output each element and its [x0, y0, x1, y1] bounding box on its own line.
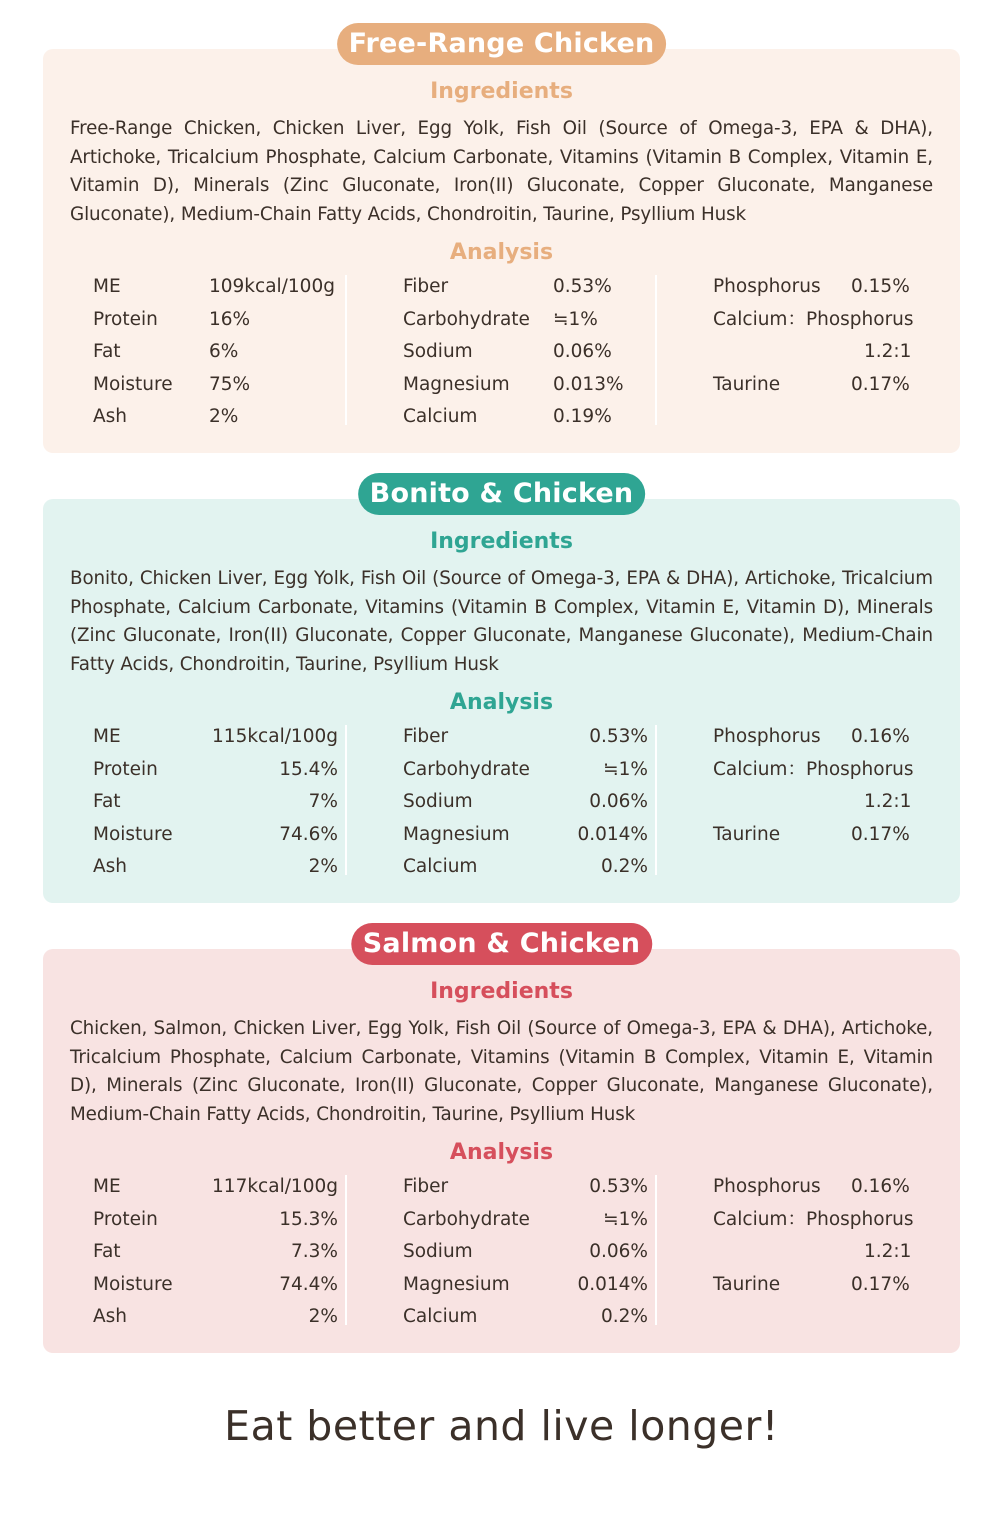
analysis-row-calcium	[403, 405, 653, 438]
analysis-row-magnesium	[403, 823, 653, 856]
ingredients-text: Bonito, Chicken Liver, Egg Yolk, Fish Oil (Source of Omega-3, EPA & DHA), Artichoke, Tricalcium Phosphate, Calcium Carbonate, Vitamins (Vitamin B Complex, Vitamin E, Vitamin D), Minerals (Zinc Gluconate, Iron(II) Gluconate, Copper Gluconate, Manganese Gluconate), Medium-Chain Fatty Acids, Chondroitin, Taurine, Psyllium Husk	[70, 568, 933, 676]
analysis-column-1	[93, 725, 343, 888]
analysis-heading: Analysis	[449, 1140, 554, 1165]
value: 0.15%	[851, 276, 910, 297]
analysis-row-me	[93, 275, 343, 308]
analysis-row-protein	[93, 308, 343, 341]
tagline: Eat better and live longer!	[224, 1402, 779, 1450]
analysis-column-2	[403, 725, 653, 888]
value: 7.3%	[291, 1241, 338, 1262]
label: Ash	[93, 856, 128, 877]
label: Calcium	[403, 1306, 478, 1327]
analysis-row-sodium	[403, 790, 653, 823]
card-salmon-chicken	[43, 928, 960, 1353]
ingredients-heading: Ingredients	[430, 979, 573, 1004]
analysis-row-fiber	[403, 275, 653, 308]
value: 15.4%	[279, 758, 338, 780]
column-divider	[655, 275, 657, 425]
card-title-pill: Free-Range Chicken	[337, 23, 667, 65]
value: 0.06%	[589, 1241, 648, 1262]
card-title-pill: Bonito & Chicken	[358, 473, 646, 515]
analysis-row-taurine	[713, 823, 953, 856]
label: Fat	[93, 341, 121, 362]
analysis-row-magnesium	[403, 373, 653, 406]
analysis-row-carbohydrate	[403, 308, 653, 341]
analysis-row-me	[93, 725, 343, 758]
label: Fat	[93, 1241, 121, 1262]
value: 0.17%	[851, 823, 910, 845]
value: 2%	[308, 856, 338, 877]
analysis-row-ca-p-ratio-label	[713, 758, 953, 791]
value: ≒1%	[603, 758, 648, 780]
value: 115kcal/100g	[212, 726, 338, 747]
analysis-row-carbohydrate	[403, 1208, 653, 1241]
analysis-column-3	[713, 275, 953, 405]
label: Fiber	[403, 1176, 449, 1197]
analysis-row-fat	[93, 1240, 343, 1273]
value: 0.53%	[589, 1176, 648, 1197]
analysis-row-fat	[93, 790, 343, 823]
analysis-row-sodium	[403, 340, 653, 373]
column-divider	[655, 1175, 657, 1325]
analysis-row-carbohydrate	[403, 758, 653, 791]
value: 74.6%	[279, 823, 338, 845]
label: Ash	[93, 1306, 128, 1327]
label: Ash	[93, 406, 128, 427]
label: Magnesium	[403, 373, 510, 395]
label: Moisture	[93, 1273, 173, 1295]
card-title-pill: Salmon & Chicken	[351, 923, 652, 965]
ingredients-text: Free-Range Chicken, Chicken Liver, Egg Yolk, Fish Oil (Source of Omega-3, EPA & DHA), Artichoke, Tricalcium Phosphate, Calcium Carbonate, Vitamins (Vitamin B Complex, Vitamin E, Vitamin D), Minerals (Zinc Gluconate, Iron(II) Gluconate, Copper Gluconate, Manganese Gluconate), Medium-Chain Fatty Acids, Chondroitin, Taurine, Psyllium Husk	[70, 118, 933, 226]
analysis-heading: Analysis	[449, 690, 554, 715]
value: 0.06%	[553, 341, 612, 362]
label: ME	[93, 726, 121, 747]
analysis-heading: Analysis	[449, 240, 554, 265]
label: Moisture	[93, 373, 173, 395]
value: 75%	[209, 373, 251, 395]
value: 0.2%	[601, 1306, 648, 1327]
ingredients-text: Chicken, Salmon, Chicken Liver, Egg Yolk, Fish Oil (Source of Omega-3, EPA & DHA), Artichoke, Tricalcium Phosphate, Calcium Carbonate, Vitamins (Vitamin B Complex, Vitamin E, Vitamin D), Minerals (Zinc Gluconate, Iron(II) Gluconate, Copper Gluconate, Manganese Gluconate), Medium-Chain Fatty Acids, Chondroitin, Taurine, Psyllium Husk	[70, 1018, 933, 1126]
value: 0.16%	[851, 1176, 910, 1197]
value: 0.17%	[851, 373, 910, 395]
value: 0.53%	[553, 276, 612, 297]
value: 7%	[308, 791, 338, 812]
label: Taurine	[713, 1273, 781, 1295]
label: Fiber	[403, 276, 449, 297]
label: Carbohydrate	[403, 308, 530, 330]
column-divider	[345, 275, 347, 425]
value: ≒1%	[553, 308, 598, 330]
analysis-row-moisture	[93, 373, 343, 406]
value: 2%	[209, 406, 239, 427]
analysis-row-magnesium	[403, 1273, 653, 1306]
value: 117kcal/100g	[212, 1176, 338, 1197]
value: 109kcal/100g	[209, 276, 335, 297]
value: 74.4%	[279, 1273, 338, 1295]
analysis-row-ca-p-ratio-value	[713, 1240, 953, 1273]
analysis-row-taurine	[713, 373, 953, 406]
value: ≒1%	[603, 1208, 648, 1230]
label: Protein	[93, 1208, 158, 1230]
analysis-row-ash	[93, 855, 343, 888]
analysis-column-2	[403, 1175, 653, 1338]
label: Calcium：Phosphorus	[713, 308, 914, 330]
ingredients-heading: Ingredients	[430, 79, 573, 104]
label: Moisture	[93, 823, 173, 845]
analysis-row-protein	[93, 1208, 343, 1241]
analysis-row-ca-p-ratio-value	[713, 340, 953, 373]
value: 6%	[209, 341, 239, 362]
column-divider	[655, 725, 657, 875]
label: Taurine	[713, 823, 781, 845]
label: Magnesium	[403, 1273, 510, 1295]
analysis-row-moisture	[93, 823, 343, 856]
column-divider	[345, 725, 347, 875]
analysis-row-ca-p-ratio-label	[713, 1208, 953, 1241]
label: Magnesium	[403, 823, 510, 845]
analysis-row-calcium	[403, 855, 653, 888]
value: 0.17%	[851, 1273, 910, 1295]
label: Calcium	[403, 856, 478, 877]
value: 0.014%	[577, 823, 648, 845]
label: Protein	[93, 308, 158, 330]
analysis-row-ash	[93, 1305, 343, 1338]
analysis-column-2	[403, 275, 653, 438]
label: Phosphorus	[713, 726, 821, 747]
value: 1.2:1	[864, 791, 912, 812]
value: 1.2:1	[864, 1241, 912, 1262]
label: ME	[93, 276, 121, 297]
value: 0.2%	[601, 856, 648, 877]
value: 0.014%	[577, 1273, 648, 1295]
value: 0.53%	[589, 726, 648, 747]
label: Phosphorus	[713, 1176, 821, 1197]
label: Calcium	[403, 406, 478, 427]
label: Fiber	[403, 726, 449, 747]
label: Taurine	[713, 373, 781, 395]
label: Sodium	[403, 341, 473, 362]
analysis-row-fiber	[403, 725, 653, 758]
analysis-row-protein	[93, 758, 343, 791]
card-free-range-chicken	[43, 28, 960, 453]
analysis-row-moisture	[93, 1273, 343, 1306]
label: ME	[93, 1176, 121, 1197]
analysis-column-1	[93, 275, 343, 438]
value: 1.2:1	[864, 341, 912, 362]
value: 0.06%	[589, 791, 648, 812]
analysis-row-ca-p-ratio-label	[713, 308, 953, 341]
analysis-row-phosphorus	[713, 725, 953, 758]
analysis-row-ca-p-ratio-value	[713, 790, 953, 823]
analysis-row-fiber	[403, 1175, 653, 1208]
analysis-column-3	[713, 1175, 953, 1305]
analysis-row-taurine	[713, 1273, 953, 1306]
label: Protein	[93, 758, 158, 780]
label: Fat	[93, 791, 121, 812]
value: 0.013%	[553, 373, 624, 395]
value: 16%	[209, 308, 251, 330]
analysis-row-calcium	[403, 1305, 653, 1338]
analysis-row-sodium	[403, 1240, 653, 1273]
analysis-row-ash	[93, 405, 343, 438]
analysis-column-3	[713, 725, 953, 855]
value: 2%	[308, 1306, 338, 1327]
label: Sodium	[403, 791, 473, 812]
label: Sodium	[403, 1241, 473, 1262]
label: Phosphorus	[713, 276, 821, 297]
analysis-column-1	[93, 1175, 343, 1338]
ingredients-heading: Ingredients	[430, 529, 573, 554]
card-bonito-chicken	[43, 478, 960, 903]
analysis-row-me	[93, 1175, 343, 1208]
label: Calcium：Phosphorus	[713, 1208, 914, 1230]
value: 0.19%	[553, 406, 612, 427]
value: 15.3%	[279, 1208, 338, 1230]
column-divider	[345, 1175, 347, 1325]
label: Calcium：Phosphorus	[713, 758, 914, 780]
analysis-row-fat	[93, 340, 343, 373]
analysis-row-phosphorus	[713, 1175, 953, 1208]
analysis-row-phosphorus	[713, 275, 953, 308]
label: Carbohydrate	[403, 758, 530, 780]
label: Carbohydrate	[403, 1208, 530, 1230]
value: 0.16%	[851, 726, 910, 747]
